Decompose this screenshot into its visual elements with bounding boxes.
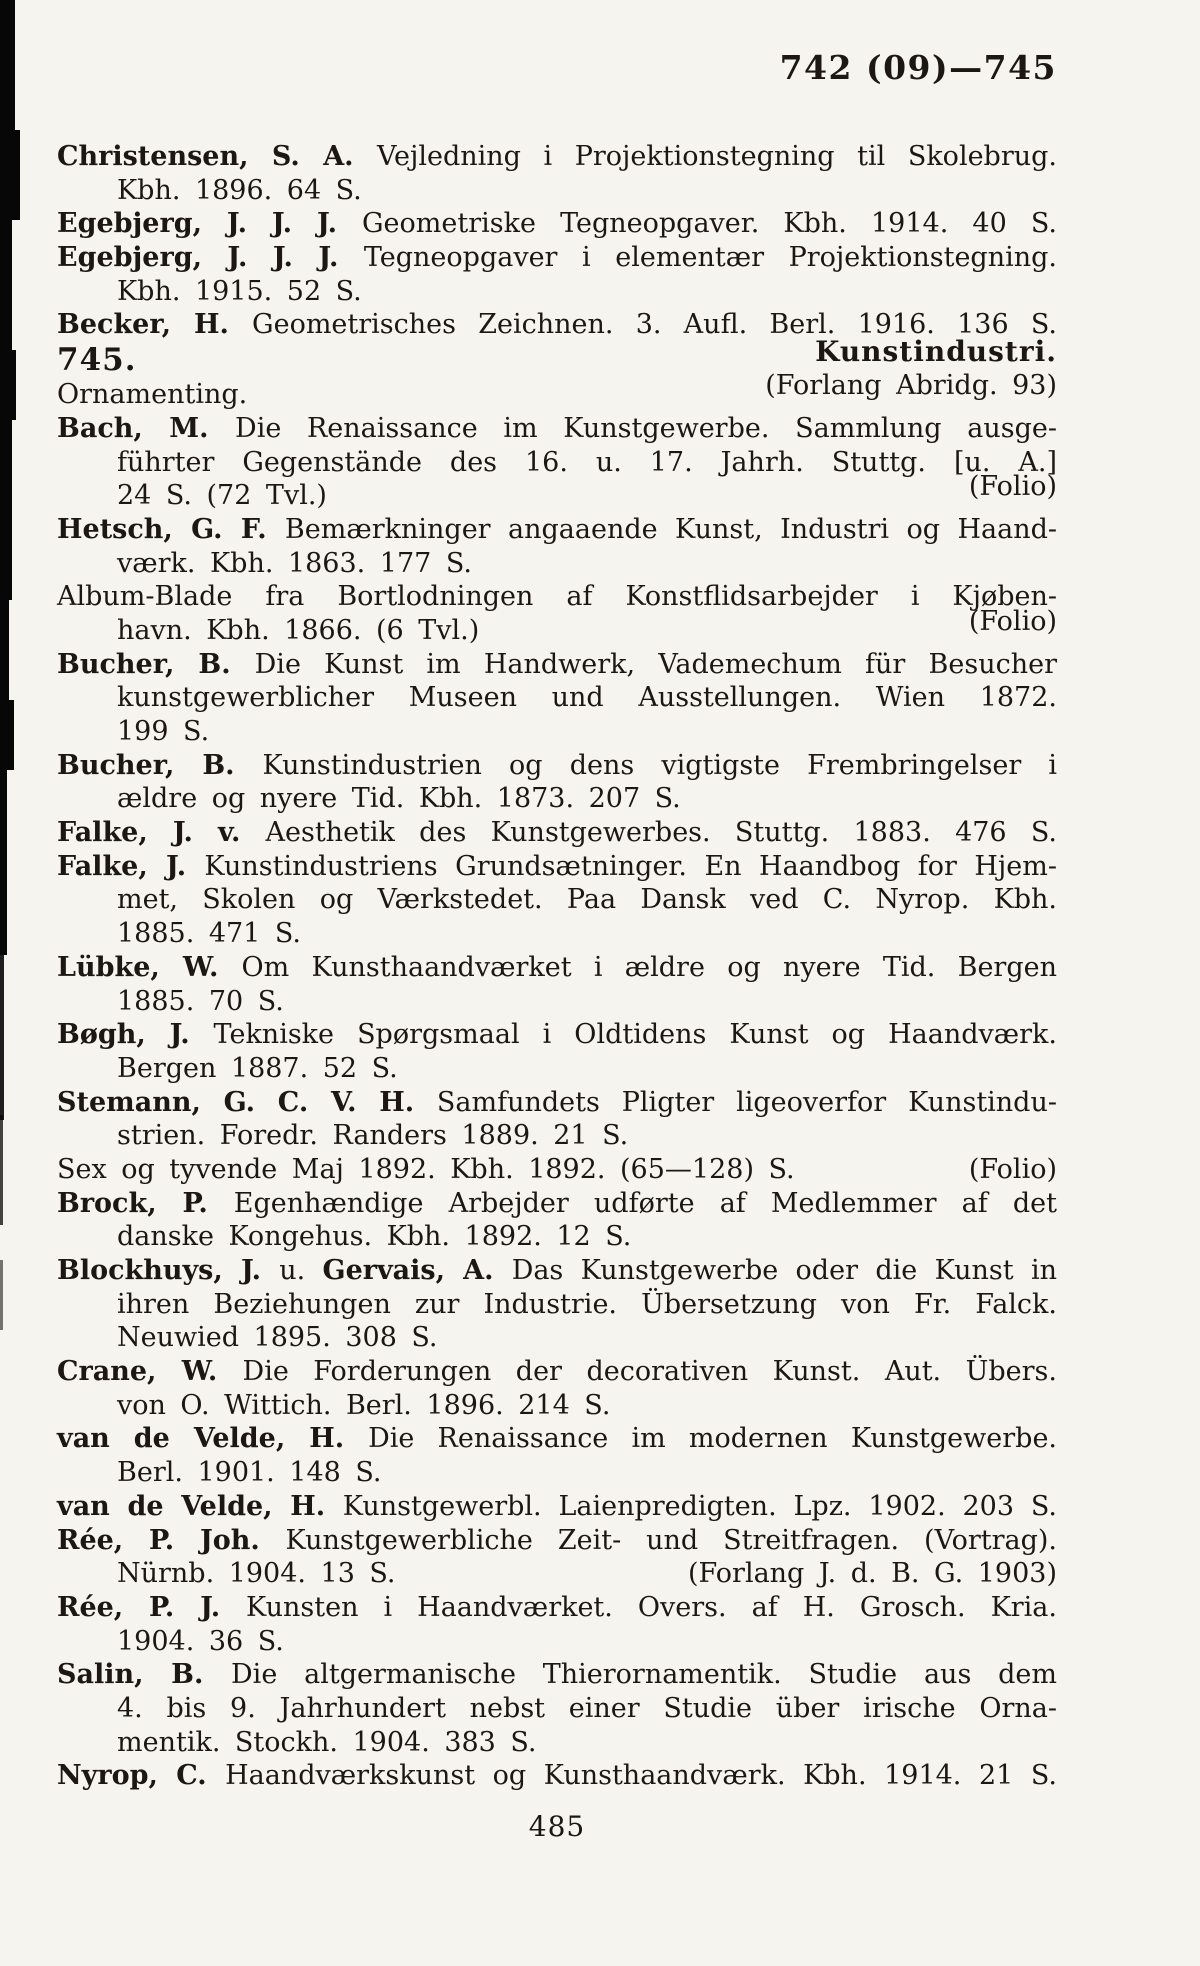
scan-edge-artifact: [0, 0, 15, 140]
entry-line: [57, 1187, 1057, 1221]
entry-line: [57, 951, 1057, 985]
entry-text: [57, 1491, 1057, 1522]
entry-text: [117, 276, 362, 307]
author-name: Gervais, A.: [322, 1255, 512, 1286]
entry-line: [57, 1018, 1057, 1052]
entry-text: [57, 514, 1057, 545]
entry-line: [117, 605, 1057, 648]
entry-line: [117, 1389, 1057, 1423]
entry-text: [57, 1255, 1057, 1286]
entry-text: [57, 1525, 1057, 1556]
entry-text: Bemærkninger angaaende Kunst, Industri og Haand-: [284, 513, 1057, 545]
annotation: Kunstindustri.: [815, 335, 1057, 369]
entry-line: [117, 985, 1057, 1019]
entry-line: [117, 1456, 1057, 1490]
author-name: Lübke, W.: [57, 951, 242, 983]
entry-line: [57, 1591, 1057, 1625]
entry-text: 199 S.: [117, 716, 210, 747]
scan-edge-artifact: [0, 1260, 3, 1330]
author-name: van de Velde, H.: [57, 1423, 369, 1455]
entry-text: Berl. 1901. 148 S.: [117, 1457, 382, 1489]
annotation: (Forlang J. d. B. G. 1903): [687, 1558, 1057, 1590]
entry-text: [117, 1289, 1057, 1320]
entry-line: [57, 1759, 1057, 1793]
entry-line: [117, 1220, 1057, 1254]
entry-line: [117, 547, 1057, 581]
author-name: van de Velde, H.: [57, 1490, 343, 1522]
entry-line: [117, 446, 1057, 480]
entry-text: [57, 1087, 1057, 1118]
entry-text: Aesthetik des Kunstgewerbes. Stuttg. 1883. 476 S.: [265, 817, 1058, 849]
entry-text: 1885. 70 S.: [117, 985, 284, 1017]
author-name: Stemann, G. C. V. H.: [57, 1086, 437, 1118]
entry-text: [117, 1390, 610, 1421]
scan-edge-artifact: [0, 950, 4, 1120]
entry-text: u.: [279, 1255, 323, 1286]
entry-text: Kunstindustriens Grundsætninger. En Haandbog for Hjem-: [204, 850, 1057, 882]
entry-line: [117, 681, 1057, 715]
author-name: Crane, W.: [57, 1356, 243, 1388]
entry-line: [57, 1422, 1057, 1456]
entry-text: 24 S. (72 Tvl.): [117, 480, 327, 512]
entry-line: [57, 370, 1057, 412]
entry-text: [57, 817, 1057, 848]
entry-text: [57, 413, 1057, 444]
entry-text: [57, 1153, 795, 1187]
entry-text: Om Kunsthaandværket i ældre og nyere Tid. Bergen: [241, 951, 1057, 983]
entry-text: [117, 1693, 1057, 1724]
entry-text: Ornamenting.: [57, 379, 248, 411]
author-name: Blockhuys, J.: [57, 1255, 280, 1286]
entry-line: [117, 782, 1057, 816]
entry-text: [117, 1727, 537, 1758]
entry-text: [57, 1423, 1057, 1454]
entry-line: [117, 471, 1057, 513]
entry-line: [57, 1355, 1057, 1389]
entry-line: [57, 513, 1057, 547]
entry-text: Kbh. 1915. 52 S.: [117, 275, 362, 307]
entry-text: Kbh. 1896. 64 S.: [117, 174, 362, 206]
author-name: Salin, B.: [57, 1659, 232, 1691]
entry-text: [57, 1356, 1057, 1387]
entry-text: Vejledning i Projektionstegning til Skolebrug.: [376, 141, 1058, 172]
entry-line: [57, 140, 1057, 174]
scan-edge-artifact: [0, 700, 14, 770]
entry-line: [57, 648, 1057, 682]
entry-text: Sex og tyvende Maj 1892. Kbh. 1892. (65—128) S.: [57, 1153, 795, 1185]
entry-text: [57, 1188, 1057, 1219]
entry-line: [57, 1524, 1057, 1558]
entry-text: Die Renaissance im modernen Kunstgewerbe.: [368, 1423, 1057, 1455]
entry-line: [117, 883, 1057, 917]
entry-text: havn. Kbh. 1866. (6 Tvl.): [117, 614, 480, 646]
author-name: Hetsch, G. F.: [57, 513, 285, 545]
page-number: 485: [528, 1810, 586, 1843]
entry-text: [117, 1557, 396, 1591]
entry-text: [117, 884, 1057, 915]
entry-line: [117, 1119, 1057, 1153]
entry-text: Bergen 1887. 52 S.: [117, 1052, 398, 1084]
entry-text: mentik. Stockh. 1904. 383 S.: [117, 1726, 537, 1758]
entry-line: [117, 1288, 1057, 1322]
author-name: Bøgh, J.: [57, 1019, 214, 1051]
entry-line: [117, 1052, 1057, 1086]
entry-line: [57, 1086, 1057, 1120]
author-name: Brock, P.: [57, 1187, 234, 1219]
entry-text: [57, 952, 1057, 983]
entry-text: Die Forderungen der decorativen Kunst. Aut. Übers.: [242, 1356, 1057, 1388]
entry-line: [117, 1692, 1057, 1726]
entry-line: [117, 1726, 1057, 1760]
entry-line: [117, 174, 1057, 208]
running-head: 742 (09)—745: [779, 48, 1057, 87]
entry-line: [57, 1490, 1057, 1524]
entry-text: [117, 447, 1057, 478]
author-name: Bucher, B.: [57, 749, 263, 781]
scan-edge-artifact: [0, 1115, 3, 1225]
entry-text: [57, 141, 1057, 172]
entry-text: von O. Wittich. Berl. 1896. 214 S.: [117, 1389, 611, 1421]
entry-text: Die altgermanische Thierornamentik. Studie aus dem: [231, 1659, 1057, 1691]
entry-text: Geometriske Tegneopgaver. Kbh. 1914. 40 S.: [361, 208, 1058, 240]
entry-text: Haandværkskunst og Kunsthaandværk. Kbh. 1914. 21 S.: [225, 1760, 1057, 1792]
entry-text: 1904. 36 S.: [117, 1625, 284, 1657]
entry-line: [117, 917, 1057, 951]
entry-line: [57, 412, 1057, 446]
entry-text: [57, 378, 247, 412]
entry-text: [57, 342, 137, 380]
entry-text: [117, 1120, 628, 1151]
entry-text: Die Renaissance im Kunstgewerbe. Sammlung ausge-: [235, 412, 1057, 444]
annotation: (Folio): [968, 605, 1057, 637]
annotation: (Folio): [968, 1153, 1057, 1185]
entry-text: [57, 1592, 1057, 1623]
entry-text: kunstgewerblicher Museen und Ausstellungen. Wien 1872.: [117, 682, 1057, 714]
entry-text: [117, 1322, 438, 1353]
entry-text: Nürnb. 1904. 13 S.: [117, 1558, 396, 1590]
entry-text: [117, 1053, 398, 1084]
entry-text: Egenhændige Arbejder udførte af Medlemmer af det: [233, 1187, 1057, 1219]
entry-text: Tekniske Spørgsmaal i Oldtidens Kunst og Haandværk.: [213, 1019, 1057, 1051]
entry-text: [57, 1659, 1057, 1690]
entry-text: met, Skolen og Værkstedet. Paa Dansk ved C. Nyrop. Kbh.: [117, 884, 1057, 916]
entry-line: [117, 1321, 1057, 1355]
entry-line: [57, 241, 1057, 275]
author-name: Falke, J.: [57, 850, 205, 882]
author-name: Rée, P. Joh.: [57, 1524, 286, 1556]
entry-line: [57, 1153, 1057, 1187]
author-name: Rée, P. J.: [57, 1591, 247, 1623]
entry-text: [117, 682, 1057, 713]
entry-text: Tegneopgaver i elementær Projektionstegning.: [363, 242, 1057, 274]
scan-edge-artifact: [0, 765, 7, 955]
author-name: Bucher, B.: [57, 648, 255, 680]
entry-text: [117, 1626, 284, 1657]
entry-line: [57, 850, 1057, 884]
entry-line: [117, 275, 1057, 309]
scan-edge-artifact: [0, 210, 12, 360]
entry-text: Kunstgewerbliche Zeit- und Streitfragen. (Vortrag).: [285, 1524, 1057, 1556]
entry-text: ihren Beziehungen zur Industrie. Übersetzung von Fr. Falck.: [117, 1288, 1057, 1320]
annotation: (Folio): [968, 471, 1057, 503]
entry-text: Kunstindustrien og dens vigtigste Frembringelser i: [262, 749, 1057, 781]
entry-text: Kunstgewerbl. Laienpredigten. Lpz. 1902. 203 S.: [342, 1490, 1057, 1522]
entry-text: 4. bis 9. Jahrhundert nebst einer Studie über irische Orna-: [117, 1692, 1057, 1724]
entry-text: [117, 1221, 631, 1252]
entry-text: [117, 614, 479, 648]
entry-text: [57, 750, 1057, 781]
entry-text: [117, 479, 327, 513]
entry-text: [57, 649, 1057, 680]
entry-line: [57, 816, 1057, 850]
entry-text: [117, 986, 284, 1017]
entry-text: Samfundets Pligter ligeoverfor Kunstindu-: [436, 1086, 1057, 1118]
scan-edge-artifact: [0, 130, 20, 220]
entry-text: [57, 208, 1057, 239]
entry-text: værk. Kbh. 1863. 177 S.: [117, 547, 472, 579]
author-name: Egebjerg, J. J. J.: [57, 242, 364, 274]
author-name: Nyrop, C.: [57, 1760, 226, 1792]
entry-line: [57, 749, 1057, 783]
entry-line: [117, 1557, 1057, 1591]
entry-line: [117, 1625, 1057, 1659]
entry-text: Album-Blade fra Bortlodningen af Konstflidsarbejder i Kjøben-: [57, 581, 1057, 613]
entry-line: [57, 1254, 1057, 1288]
entry-line: [57, 1658, 1057, 1692]
author-name: Becker, H.: [57, 309, 253, 341]
entry-text: [57, 851, 1057, 882]
entry-text: Das Kunstgewerbe oder die Kunst in: [511, 1255, 1057, 1286]
entry-line: [57, 207, 1057, 241]
entry-text: Kunsten i Haandværket. Overs. af H. Grosch. Kria.: [246, 1591, 1057, 1623]
author-name: Christensen, S. A.: [57, 141, 377, 172]
entry-text: Geometrisches Zeichnen. 3. Aufl. Berl. 1916. 136 S.: [252, 309, 1057, 341]
author-name: Falke, J. v.: [57, 817, 266, 849]
entry-text: führter Gegenstände des 16. u. 17. Jahrh. Stuttg. [u. A.]: [117, 446, 1057, 478]
author-name: Bach, M.: [57, 412, 236, 444]
scan-edge-artifact: [0, 415, 12, 600]
entry-text: 1885. 471 S.: [117, 918, 301, 950]
entry-text: danske Kongehus. Kbh. 1892. 12 S.: [117, 1221, 632, 1253]
bibliography-list: [57, 140, 1057, 1793]
annotation: (Forlang Abridg. 93): [765, 370, 1057, 402]
entry-text: Neuwied 1895. 308 S.: [117, 1322, 438, 1354]
entry-text: [57, 1019, 1057, 1050]
entry-text: [57, 581, 1057, 612]
author-name: 745.: [57, 342, 137, 379]
entry-text: [117, 1457, 381, 1488]
entry-text: [57, 1760, 1057, 1791]
entry-text: [117, 175, 362, 206]
entry-text: [57, 242, 1057, 273]
entry-text: [117, 783, 681, 814]
author-name: Egebjerg, J. J. J.: [57, 208, 362, 240]
entry-text: [117, 716, 209, 747]
scan-edge-artifact: [0, 350, 16, 420]
entry-line: [57, 580, 1057, 614]
entry-text: [117, 548, 472, 579]
entry-text: ældre og nyere Tid. Kbh. 1873. 207 S.: [117, 783, 681, 815]
entry-text: strien. Foredr. Randers 1889. 21 S.: [117, 1120, 629, 1152]
entry-text: Die Kunst im Handwerk, Vademechum für Besucher: [254, 648, 1057, 680]
entry-text: [117, 918, 301, 949]
entry-line: [117, 715, 1057, 749]
